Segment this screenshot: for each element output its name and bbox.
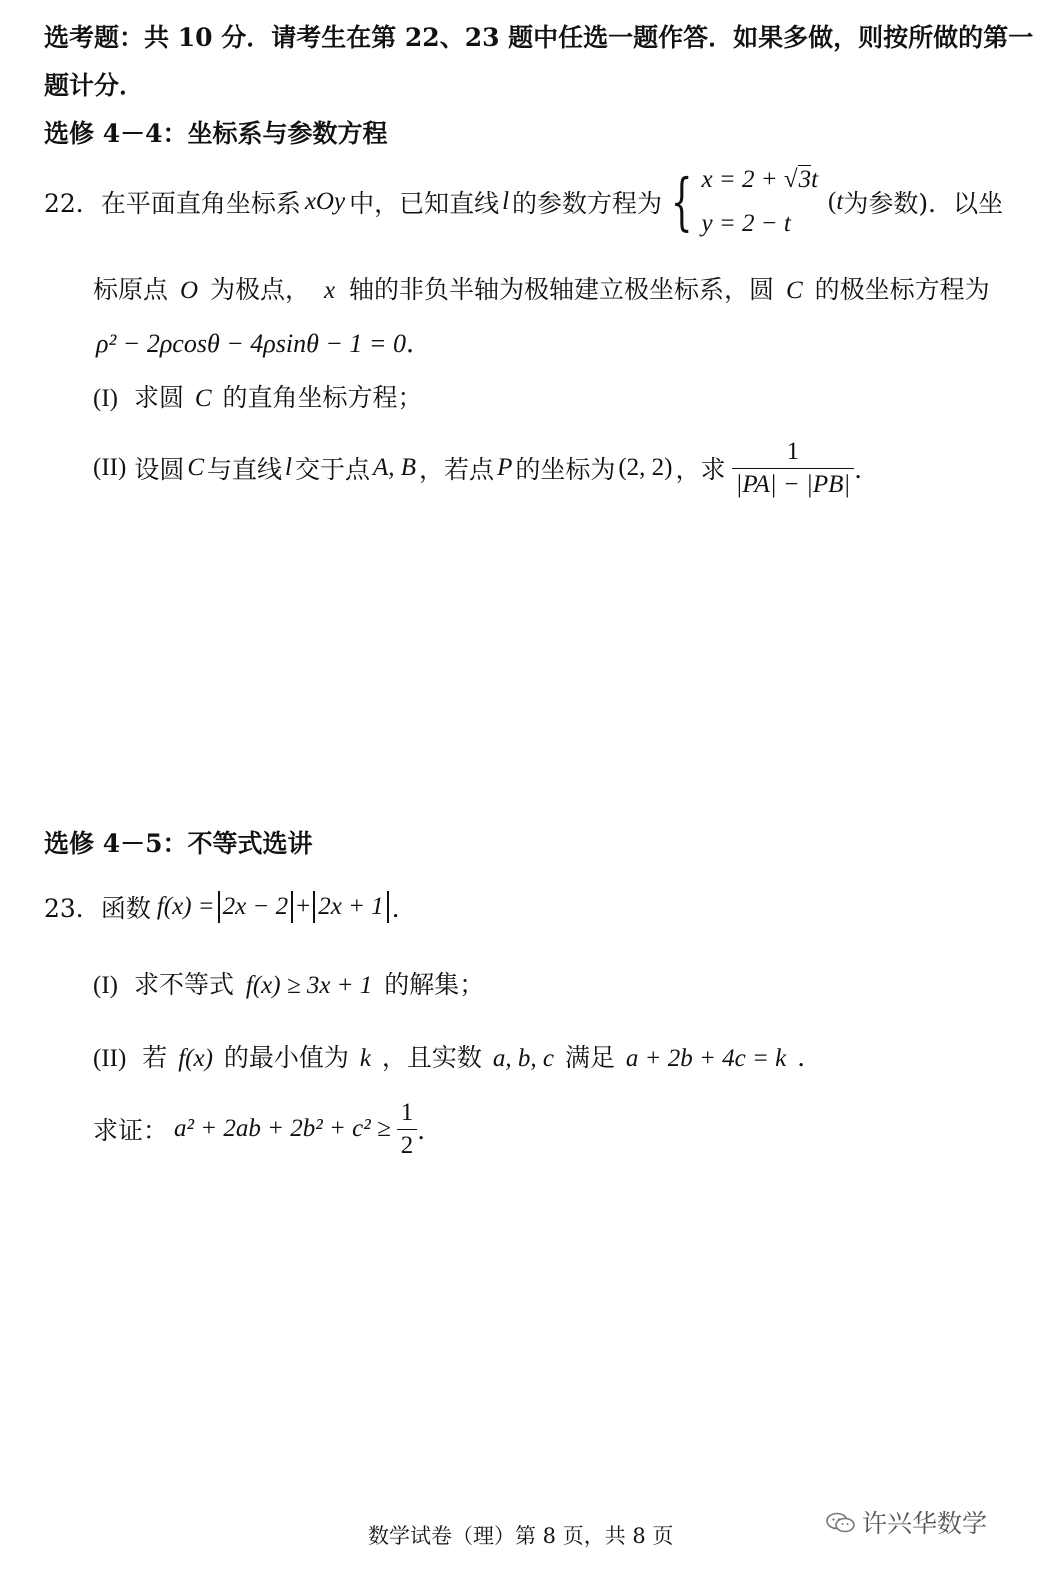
q23-part-1: (I) 求不等式 f(x) ≥ 3x + 1 的解集； — [93, 970, 485, 999]
system-brace: { — [670, 165, 693, 238]
q23-proof: 求证： a² + 2ab + 2b² + c² ≥ $\frac{1}{2}$ ． — [93, 1094, 442, 1164]
instructions-line-1: 选考题：共 10 分．请考生在第 22、23 题中任选一题作答．如果多做，则按所做的第一 — [44, 23, 1034, 52]
q22-line-2: 标原点 O 为极点， x 轴的非负半轴为极轴建立极坐标系，圆 C 的极坐标方程为 — [93, 275, 990, 304]
q22-part-1: (I) 求圆 C 的直角坐标方程； — [93, 383, 423, 412]
fraction-one-half: $\frac{1}{2}$ — [397, 1097, 418, 1161]
polar-equation: ρ² − 2ρcosθ − 4ρsinθ − 1 = 0． — [96, 329, 432, 358]
wechat-icon — [826, 1511, 856, 1533]
q23-number: 23． — [44, 894, 101, 923]
q22-line-1: 22． 在平面直角坐标系 xOy 中，已知直线 l 的参数方程为 { x = 2 + √3t y = 2 − t ( t 为参数)．以坐 — [44, 162, 1003, 242]
instructions-line-2: 题计分． — [44, 71, 145, 100]
q23-line-1: 23． 函数 f(x) = 2x − 2 + 2x + 1 ． — [44, 887, 417, 927]
q22-part-2: (II) 设圆 C 与直线 l 交于点 A, B ，若点 P 的坐标为 (2, 2) ，求 $\frac{1}{|PA| - |PB|}$ ． — [93, 430, 879, 506]
section-title-4-5: 选修 4－5：不等式选讲 — [44, 829, 313, 858]
watermark: 许兴华数学 — [826, 1504, 987, 1540]
parametric-system: x = 2 + √3t y = 2 − t — [701, 166, 819, 237]
fraction-1-over-pa-pb: $\frac{1}{|PA| - |PB|}$ — [732, 436, 855, 500]
section-title-4-4: 选修 4－4：坐标系与参数方程 — [44, 119, 388, 148]
q22-number: 22． — [44, 189, 101, 218]
q23-part-2: (II) 若 f(x) 的最小值为 k ，且实数 a, b, c 满足 a + 2b + 4c = k ． — [93, 1043, 823, 1072]
page-footer: 数学试卷（理）第 8 页，共 8 页 — [368, 1524, 674, 1548]
